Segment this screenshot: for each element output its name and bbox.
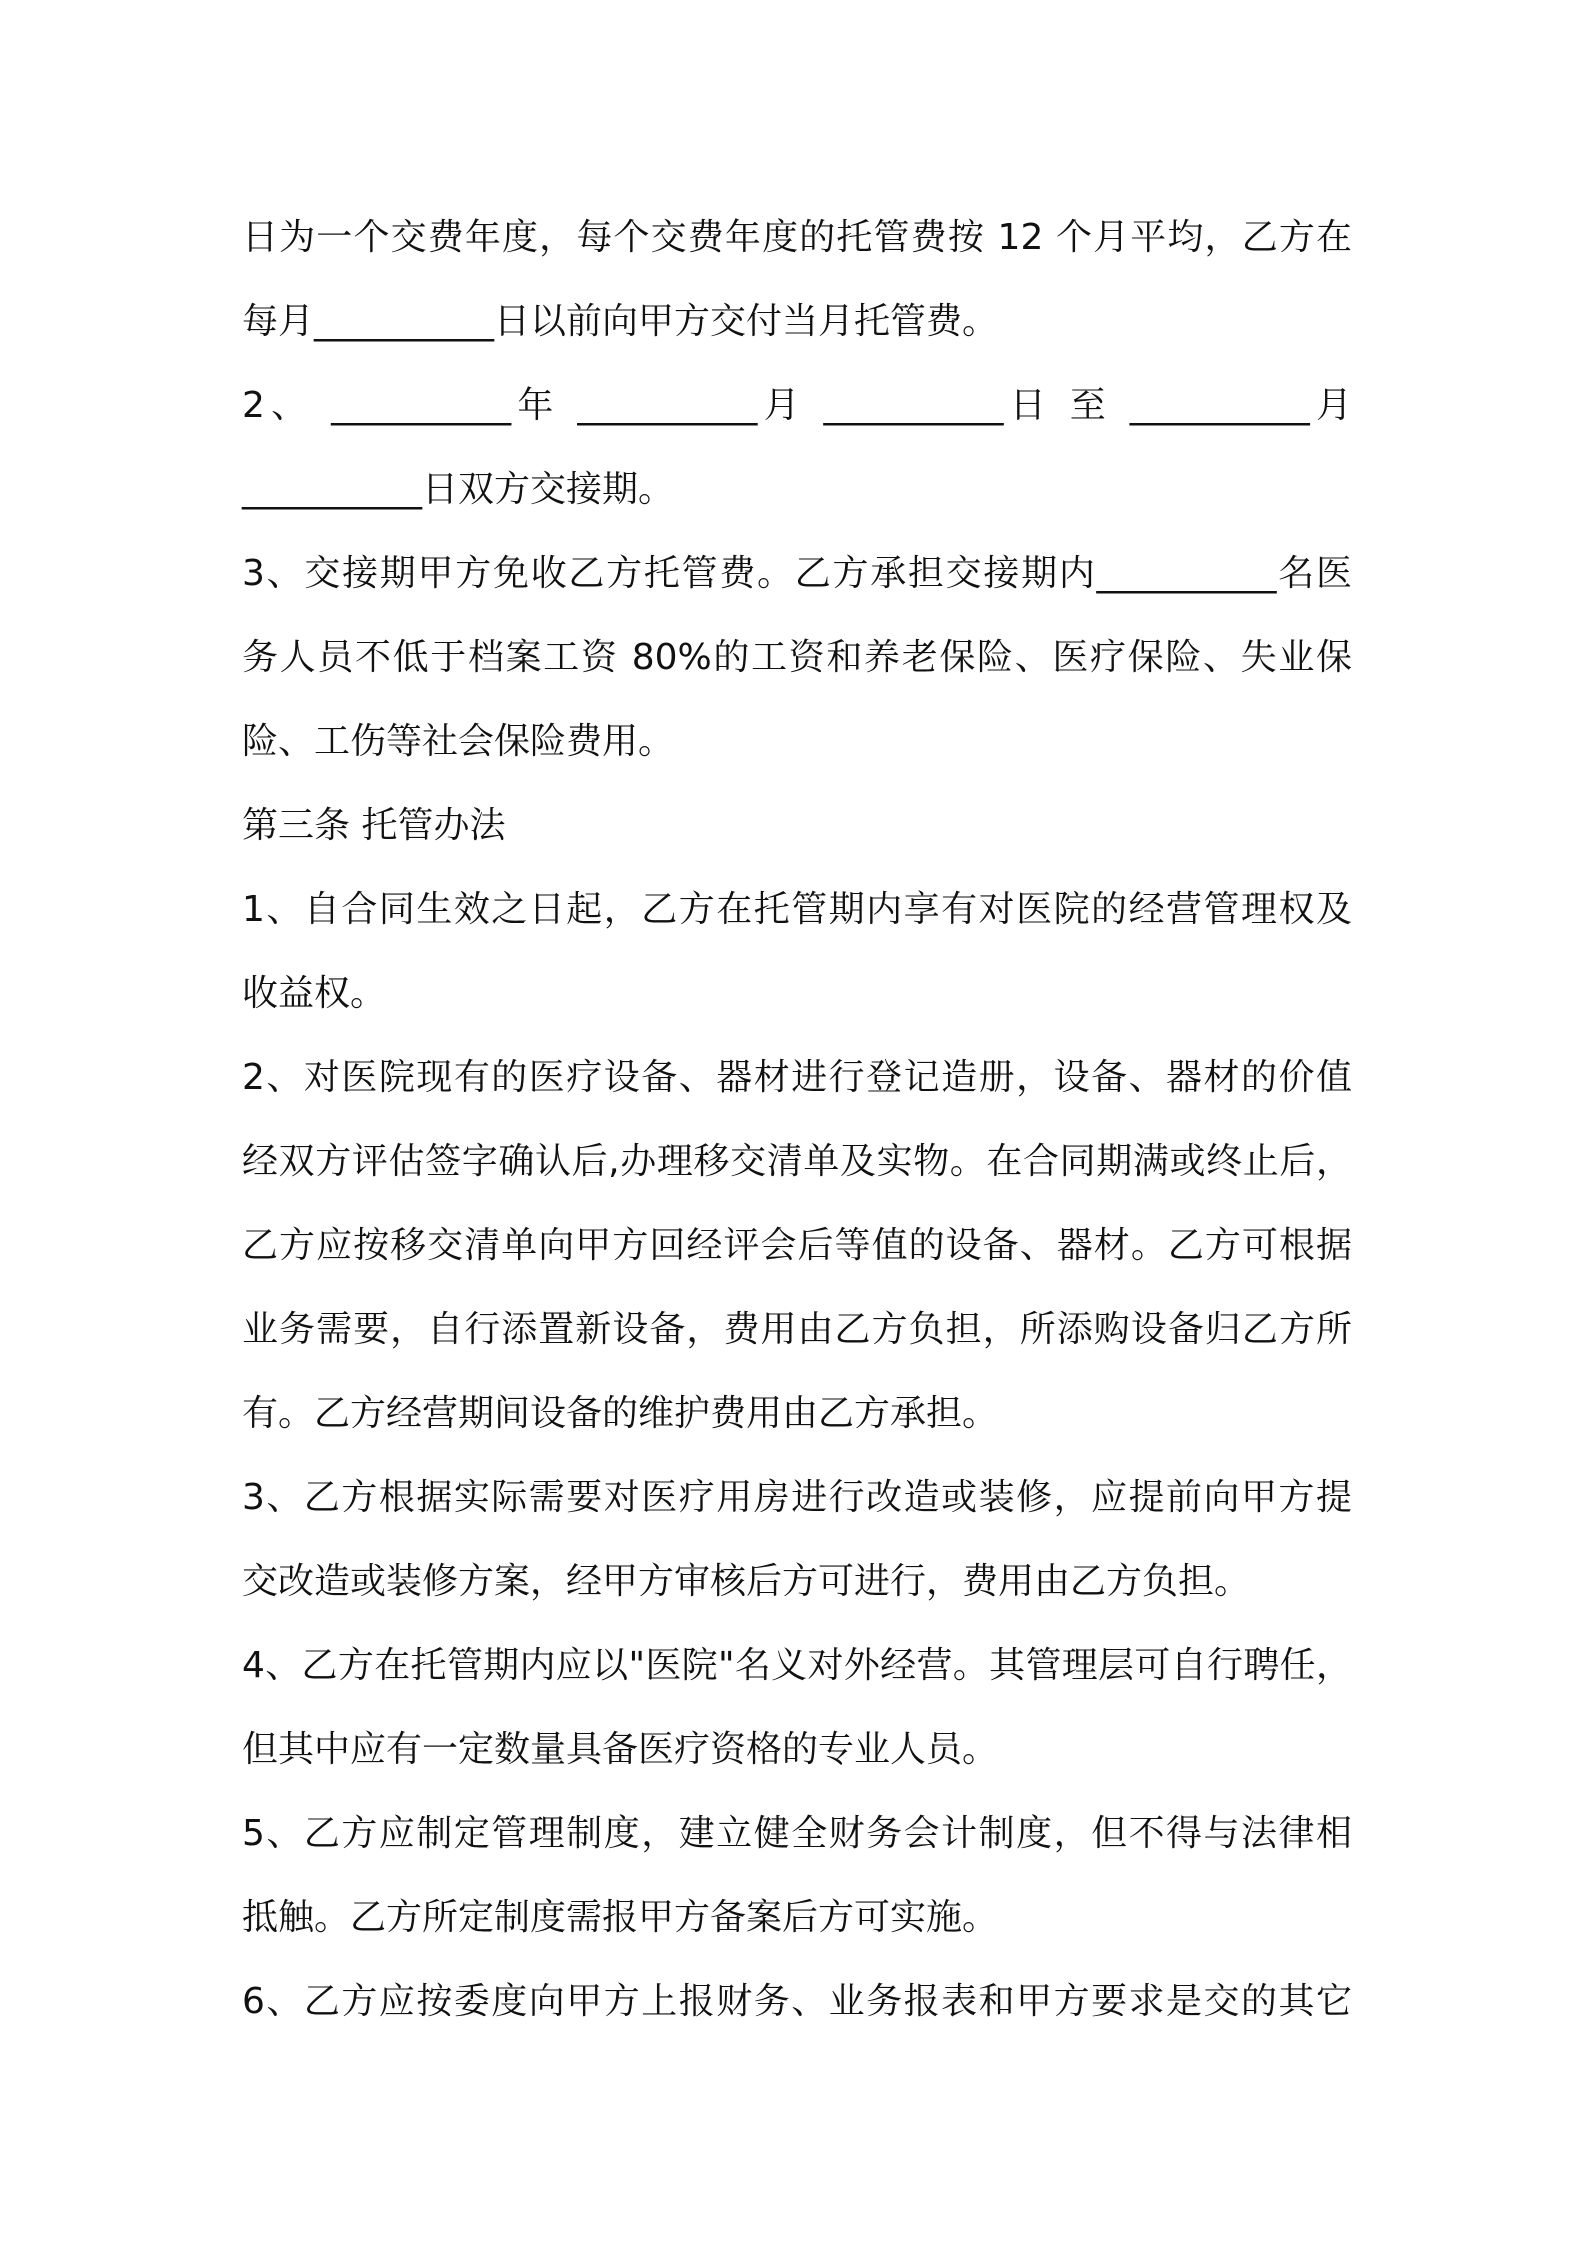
- text-line: 有。乙方经营期间设备的维护费用由乙方承担。: [242, 1393, 999, 1434]
- text-line: 日为一个交费年度，每个交费年度的托管费按 12 个月平均，乙方在: [242, 217, 1352, 258]
- text-line: 4、乙方在托管期内应以"医院"名义对外经营。其管理层可自行聘任，: [242, 1645, 1352, 1686]
- text-line: 6、乙方应按委度向甲方上报财务、业务报表和甲方要求是交的其它: [242, 1981, 1352, 2022]
- text-line: 经双方评估签字确认后,办理移交清单及实物。在合同期满或终止后，: [242, 1141, 1352, 1182]
- text-line: 乙方应按移交清单向甲方回经评会后等值的设备、器材。乙方可根据: [242, 1225, 1352, 1266]
- text-line: 抵触。乙方所定制度需报甲方备案后方可实施。: [242, 1897, 999, 1938]
- text-line: 每月__________日以前向甲方交付当月托管费。: [242, 301, 999, 342]
- text-line: 业务需要，自行添置新设备，费用由乙方负担，所添购设备归乙方所: [242, 1309, 1352, 1350]
- contract-text: [242, 196, 1352, 2044]
- text-line: 3、乙方根据实际需要对医疗用房进行改造或装修，应提前向甲方提: [242, 1477, 1352, 1518]
- text-line: 但其中应有一定数量具备医疗资格的专业人员。: [242, 1729, 999, 1770]
- text-line: 务人员不低于档案工资 80%的工资和养老保险、医疗保险、失业保: [242, 637, 1352, 678]
- text-line: 险、工伤等社会保险费用。: [242, 721, 675, 762]
- text-line: 2、 __________年 __________月 __________日 至 __________月: [242, 385, 1352, 426]
- text-line: 5、乙方应制定管理制度，建立健全财务会计制度，但不得与法律相: [242, 1813, 1352, 1854]
- text-line: 2、对医院现有的医疗设备、器材进行登记造册，设备、器材的价值: [242, 1057, 1352, 1098]
- text-line: 收益权。: [242, 973, 387, 1014]
- text-line: __________日双方交接期。: [242, 469, 675, 510]
- section-heading: 第三条 托管办法: [242, 805, 506, 846]
- text-line: 1、自合同生效之日起，乙方在托管期内享有对医院的经营管理权及: [242, 889, 1352, 930]
- text-line: 交改造或装修方案，经甲方审核后方可进行，费用由乙方负担。: [242, 1561, 1251, 1602]
- text-line: 3、交接期甲方免收乙方托管费。乙方承担交接期内__________名医: [242, 553, 1352, 594]
